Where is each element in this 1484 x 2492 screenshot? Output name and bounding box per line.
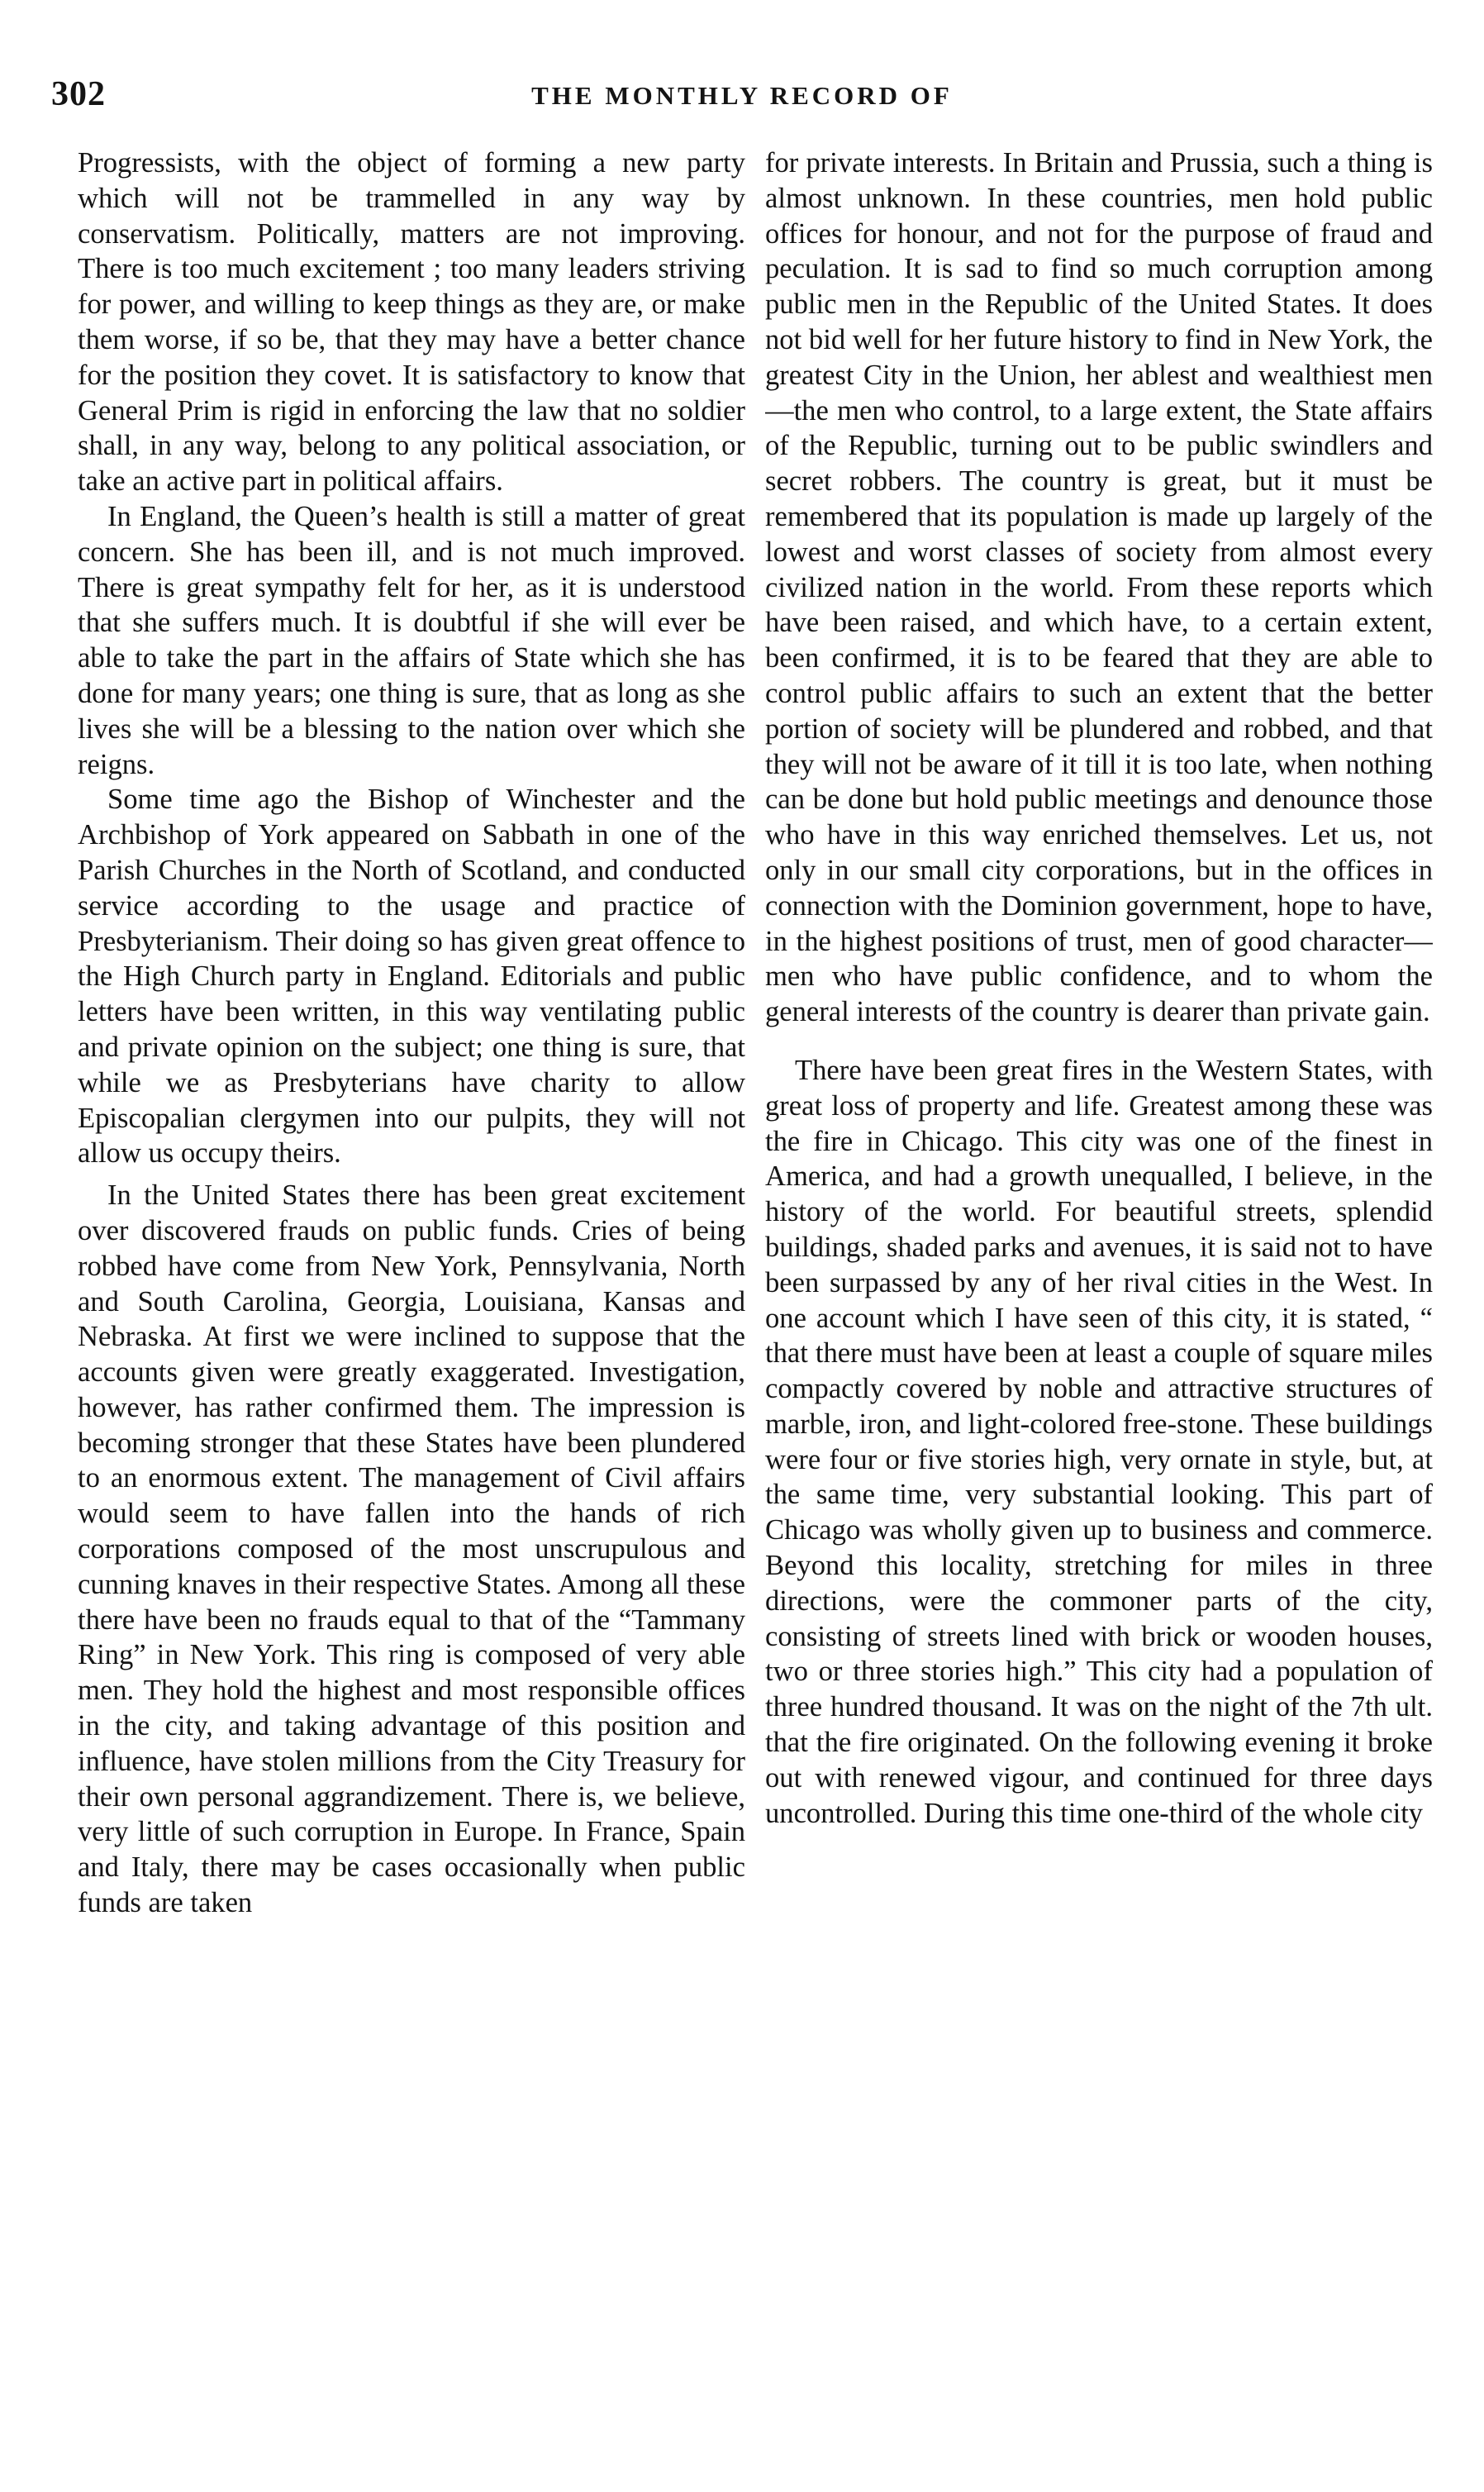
paragraph-private-interests: for private interests. In Britain and Prussia, such a thing is almost unknown. In these countries, men hold public offices for honour, and not for the purpose of fraud and peculation. It is sad to find so much corruption among public men in the Republic of the United States. It does not bid well for her future history to find in New York, the greatest City in the Union, her ablest and wealthiest men—the men who control, to a large extent, the State affairs of the Republic, turning out to be public swindlers and secret robbers. The country is great, but it must be remembered that its population is made up largely of the lowest and worst classes of society from almost every civilized nation in the world. From these reports which have been raised, and which have, to a certain extent, been confirmed, it is to be feared that they are able to control public affairs to such an extent that the better portion of society will be plundered and robbed, and that they will not be aware of it till it is too late, when nothing can be done but hold public meetings and denounce those who have in this way enriched themselves. Let us, not only in our small city corporations, but in the offices in connection with the Dominion government, hope to have, in the highest positions of trust, men of good character— men who have public confidence, and to whom the general interests of the country is dearer than private gain.: [765, 147, 1433, 1028]
running-title: THE MONTHLY RECORD OF: [531, 81, 953, 110]
page-header: [51, 69, 1433, 116]
right-column: [765, 145, 1433, 2460]
left-column: [78, 145, 745, 2460]
paragraph-queens-health: In England, the Queen’s health is still a matter of great concern. She has been ill, and is not much improved. There is great sympathy felt for her, as it is understood that she suffers much. It is doubtful if she will ever be able to take the part in the affairs of State which she has done for many years; one thing is sure, that as long as she lives she will be a blessing to the nation over which she reigns.: [78, 500, 745, 780]
paragraph-bishop-winchester: Some time ago the Bishop of Winchester and the Archbishop of York appeared on Sabbath in one of the Parish Churches in the North of Scotland, and conducted service according to the usage and practice of Presbyterianism. Their doing so has given great offence to the High Church party in England. Editorials and public letters have been written, in this way ventilating public and private opinion on the subject; one thing is sure, that while we as Presbyterians have charity to allow Episcopalian clergymen into our pulpits, they will not allow us occupy theirs.: [78, 784, 745, 1170]
paragraph-united-states-frauds: In the United States there has been great excitement over discovered frauds on public funds. Cries of being robbed have come from New York, Pennsylvania, North and South Carolina, Georgia, Louisiana, Kansas and Nebraska. At first we were inclined to suppose that the accounts given were greatly exaggerated. Investigation, however, has rather confirmed them. The impression is becoming stronger that these States have been plundered to an enormous extent. The management of Civil affairs would seem to have fallen into the hands of rich corporations composed of the most unscrupulous and cunning knaves in their respective States. Among all these there have been no frauds equal to that of the “Tammany Ring” in New York. This ring is composed of very able men. They hold the highest and most responsible offices in the city, and taking advantage of this position and influence, have stolen millions from the City Treasury for their own personal aggrandizement. There is, we believe, very little of such corruption in Europe. In France, Spain and Italy, there may be cases occasionally when public funds are taken: [78, 1179, 745, 1919]
paragraph-chicago-fire: There have been great fires in the Western States, with great loss of property and life. Greatest among these was the fire in Chicago. This city was one of the finest in America, and had a growth unequalled, I believe, in the history of the world. For beautiful streets, splendid buildings, shaded parks and avenues, it is said not to have been surpassed by any of her rival cities in the West. In one account which I have seen of this city, it is stated, “ that there must have been at least a couple of square miles compactly covered by noble and attractive structures of marble, iron, and light-colored free-stone. These buildings were four or five stories high, very ornate in style, but, at the same time, very substantial looking. This part of Chicago was wholly given up to business and commerce. Beyond this locality, stretching for miles in three directions, were the commoner parts of the city, consisting of streets lined with brick or wooden houses, two or three stories high.” This city had a population of three hundred thousand. It was on the night of the 7th ult. that the fire originated. On the following evening it broke out with renewed vigour, and continued for three days uncontrolled. During this time one-third of the whole city: [765, 1054, 1433, 1829]
page-number: 302: [51, 75, 106, 113]
paragraph-progressists: Progressists, with the object of forming a new party which will not be trammelled in any way by conservatism. Politically, matters are not improving. There is too much excitement ; too many leaders striving for power, and willing to keep things as they are, or make them worse, if so be, that they may have a better chance for the position they covet. It is satisfactory to know that General Prim is rigid in enforcing the law that no soldier shall, in any way, belong to any political association, or take an active part in political affairs.: [78, 147, 745, 498]
